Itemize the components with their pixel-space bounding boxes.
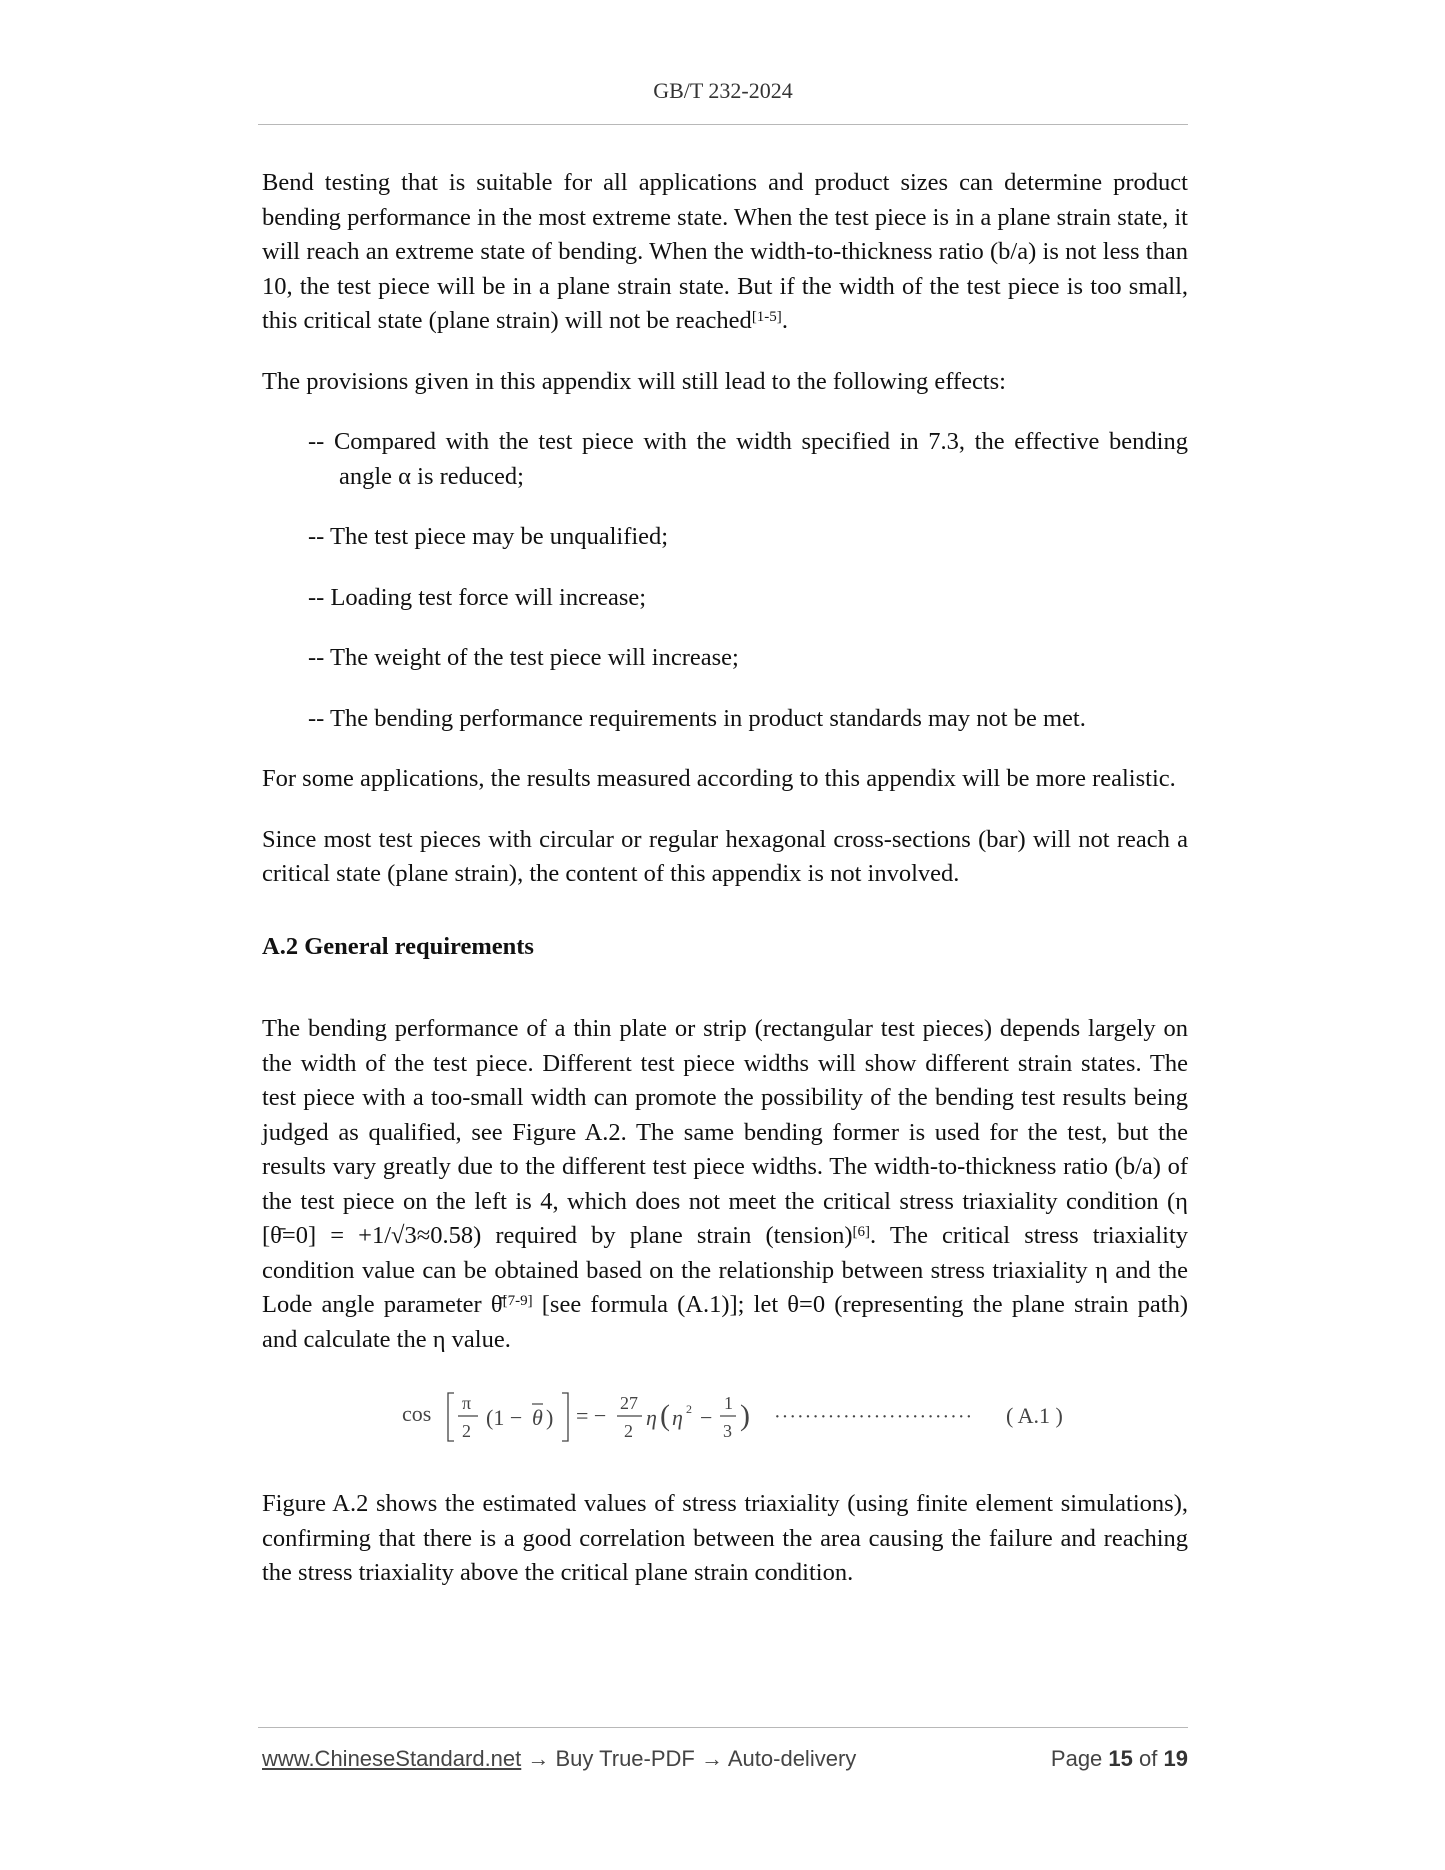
document-header: GB/T 232-2024 [653, 78, 793, 103]
svg-text:2: 2 [462, 1421, 471, 1441]
list-item: -- The bending performance requirements in product standards may not be met. [308, 704, 1086, 732]
paragraph-bend-testing: Bend testing that is suitable for all applications and product sizes can determine product bending performance in the most extreme state. When the test piece is in a plane strain state, it will reach an extreme state of bending. When the width-to-thickness ratio (b/a) is not less than 10, the test piece will be in a plane strain state. But if the width of the test piece is too small, this critical state (plane strain) will not be reached[1-5]. [262, 169, 1188, 334]
reference-superscript: [6] [852, 1224, 871, 1240]
page-content [262, 166, 1188, 1591]
svg-text:2: 2 [686, 1402, 692, 1416]
paragraph-text: [see formula (A.1)]; let θ=0 (representing the plane strain path) and calculate the η value. [262, 1291, 1188, 1353]
list-item: -- Compared with the test piece with the width specified in 7.3, the effective bending angle α is reduced; [308, 428, 1188, 490]
footer-left [262, 1746, 856, 1772]
list-item: -- Loading test force will increase; [308, 583, 647, 611]
paragraph-general-requirements [262, 1012, 1188, 1357]
formula-label: ( A.1 ) [1006, 1403, 1063, 1428]
svg-text:): ) [546, 1405, 554, 1430]
paragraph-provisions: The provisions given in this appendix will still lead to the following effects: [262, 367, 1006, 395]
svg-text:2: 2 [624, 1421, 633, 1441]
svg-text:··························: ·························· [774, 1406, 974, 1428]
formula-image [402, 1379, 1102, 1449]
list-item: -- The test piece may be unqualified; [308, 523, 669, 550]
total-pages: 19 [1163, 1746, 1188, 1771]
svg-text:η: η [646, 1405, 657, 1430]
svg-text:cos: cos [402, 1401, 432, 1426]
paragraph-text: Bend testing that is suitable for all applications and product sizes can determine product bending performance in the most extreme state. When the test piece is in a plane strain state, it will reach an extreme state of bending. When the width-to-thickness ratio (b/a) is not less than 10, the test piece will be in a plane strain state. But if the width of the test piece is too small, this critical state (plane strain) will not be reached [262, 169, 1188, 334]
paragraph-bar: Since most test pieces with circular or regular hexagonal cross-sections (bar) will not reach a critical state (plane strain), the content of this appendix is not involved. [262, 825, 1188, 887]
footer-divider [258, 1727, 1188, 1728]
svg-text:−: − [700, 1405, 713, 1430]
list-item: -- The weight of the test piece will increase; [308, 644, 739, 671]
paragraph-text: The bending performance of a thin plate or strip (rectangular test pieces) depends largely on the width of the test piece. Different test piece widths will show different strain states. The test piece with a too-small width can promote the possibility of the bending test results being judged as qualified, see Figure A.2. The same bending former is used for the test, but the results vary greatly due to the different test piece widths. The width-to-thickness ratio (b/a) of the test piece on the left is 4, which does not meet the critical stress triaxiality condition (η [θ̄=0] = +1/√3≈0.58) required by plane strain (tension) [262, 1015, 1188, 1249]
paragraph-figure-a2: Figure A.2 shows the estimated values of stress triaxiality (using finite element simulations), confirming that there is a good correlation between the area causing the failure and reaching the stress triaxiality above the critical plane strain condition. [262, 1490, 1188, 1586]
reference-superscript: [7-9] [502, 1293, 533, 1309]
reference-superscript: [1-5] [751, 309, 782, 325]
svg-text:1: 1 [724, 1393, 733, 1413]
svg-text:3: 3 [723, 1421, 732, 1441]
of-word: of [1139, 1746, 1158, 1771]
page-number [1051, 1746, 1188, 1772]
svg-text:= −: = − [576, 1403, 607, 1428]
svg-text:π: π [462, 1393, 472, 1413]
svg-text:(1 −: (1 − [486, 1405, 523, 1430]
current-page: 15 [1108, 1746, 1133, 1771]
page-word: Page [1050, 1746, 1103, 1771]
svg-text:η: η [672, 1405, 683, 1430]
section-heading: A.2 General requirements [262, 932, 534, 960]
formula-a1 [262, 1379, 1188, 1459]
paragraph-applications: For some applications, the results measured according to this appendix will be more realistic. [262, 765, 1176, 792]
header-divider [258, 124, 1188, 125]
svg-text:): ) [740, 1399, 750, 1432]
website-link[interactable]: www.ChineseStandard.net [262, 1746, 522, 1771]
paragraph-text: . The critical stress triaxiality condition value can be obtained based on the relationship between stress triaxiality η and the Lode angle parameter θ̄ [262, 1222, 1189, 1318]
svg-text:(: ( [660, 1399, 670, 1432]
svg-text:θ: θ [532, 1405, 543, 1430]
footer-nav-text: → Buy True-PDF → Auto-delivery [527, 1746, 857, 1771]
svg-text:27: 27 [620, 1393, 638, 1413]
